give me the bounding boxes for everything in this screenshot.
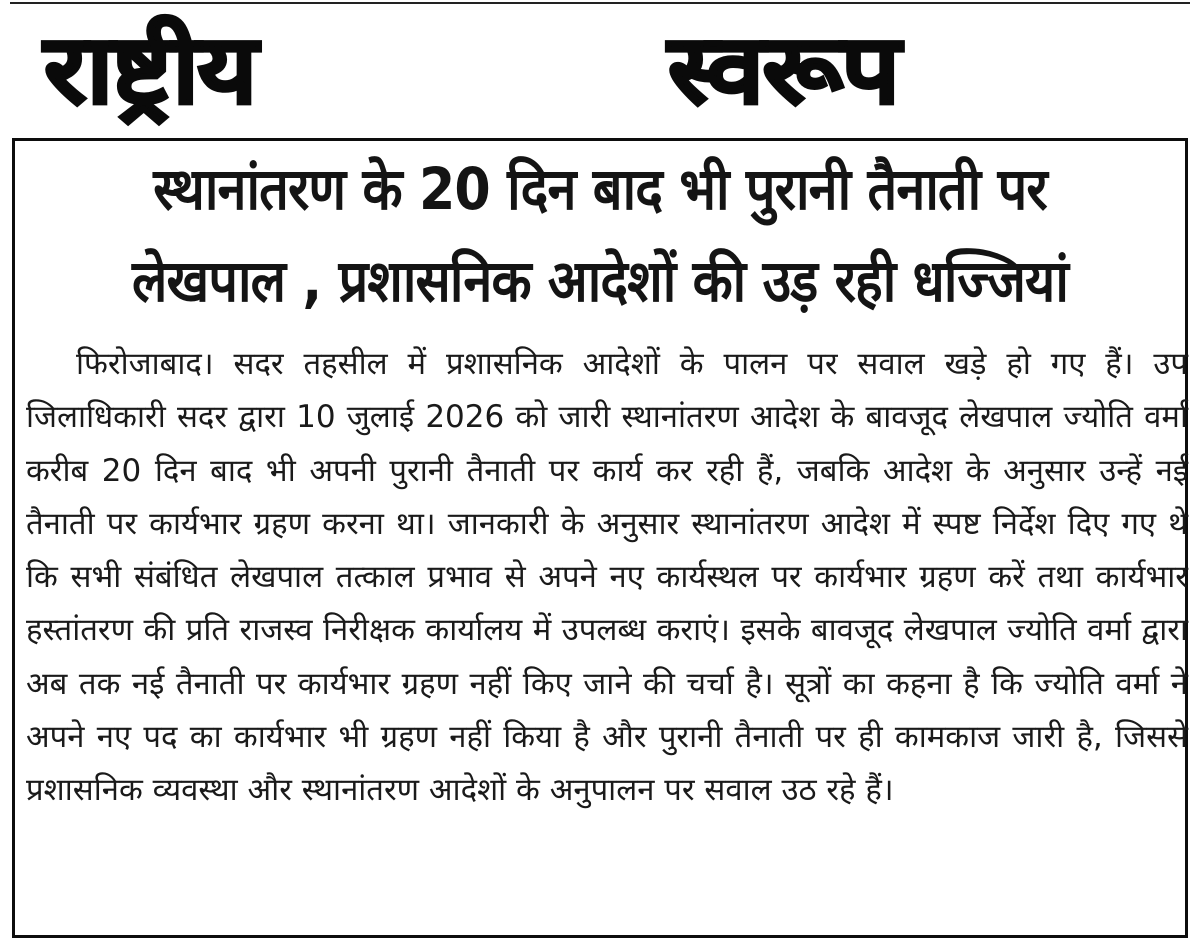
masthead-title-word-1: राष्ट्रीय [44, 13, 256, 126]
article-headline-line-2: लेखपाल , प्रशासनिक आदेशों की उड़ रही धज्जियां [132, 247, 1068, 315]
article-headline-line-1: स्थानांतरण के 20 दिन बाद भी पुरानी तैनाती पर [153, 155, 1047, 223]
article-body: फिरोजाबाद। सदर तहसील में प्रशासनिक आदेशों के पालन पर सवाल खड़े हो गए हैं। उप जिलाधिकारी सदर द्वारा 10 जुलाई 2026 को जारी स्थानांतरण आदेश के बावजूद लेखपाल ज्योति वर्मा करीब 20 दिन बाद भी अपनी पुरानी तैनाती पर कार्य कर रही हैं, जबकि आदेश के अनुसार उन्हें नई तैनाती पर कार्यभार ग्रहण करना था। जानकारी के अनुसार स्थानांतरण आदेश में स्पष्ट निर्देश दिए गए थे कि सभी संबंधित लेखपाल तत्काल प्रभाव से अपने नए कार्यस्थल पर कार्यभार ग्रहण करें तथा कार्यभार हस्तांतरण की प्रति राजस्व निरीक्षक कार्यालय में उपलब्ध कराएं। इसके बावजूद लेखपाल ज्योति वर्मा द्वारा अब तक नई तैनाती पर कार्यभार ग्रहण नहीं किए जाने की चर्चा है। सूत्रों का कहना है कि ज्योति वर्मा ने अपने नए पद का कार्यभार भी ग्रहण नहीं किया है और पुरानी तैनाती पर ही कामकाज जारी है, जिससे प्रशासनिक व्यवस्था और स्थानांतरण आदेशों के अनुपालन पर सवाल उठ रहे हैं। [26, 346, 1188, 809]
newspaper-masthead [0, 0, 1200, 134]
masthead-top-rule [10, 2, 1190, 4]
masthead-title-word-2: स्वरूप [668, 13, 899, 126]
